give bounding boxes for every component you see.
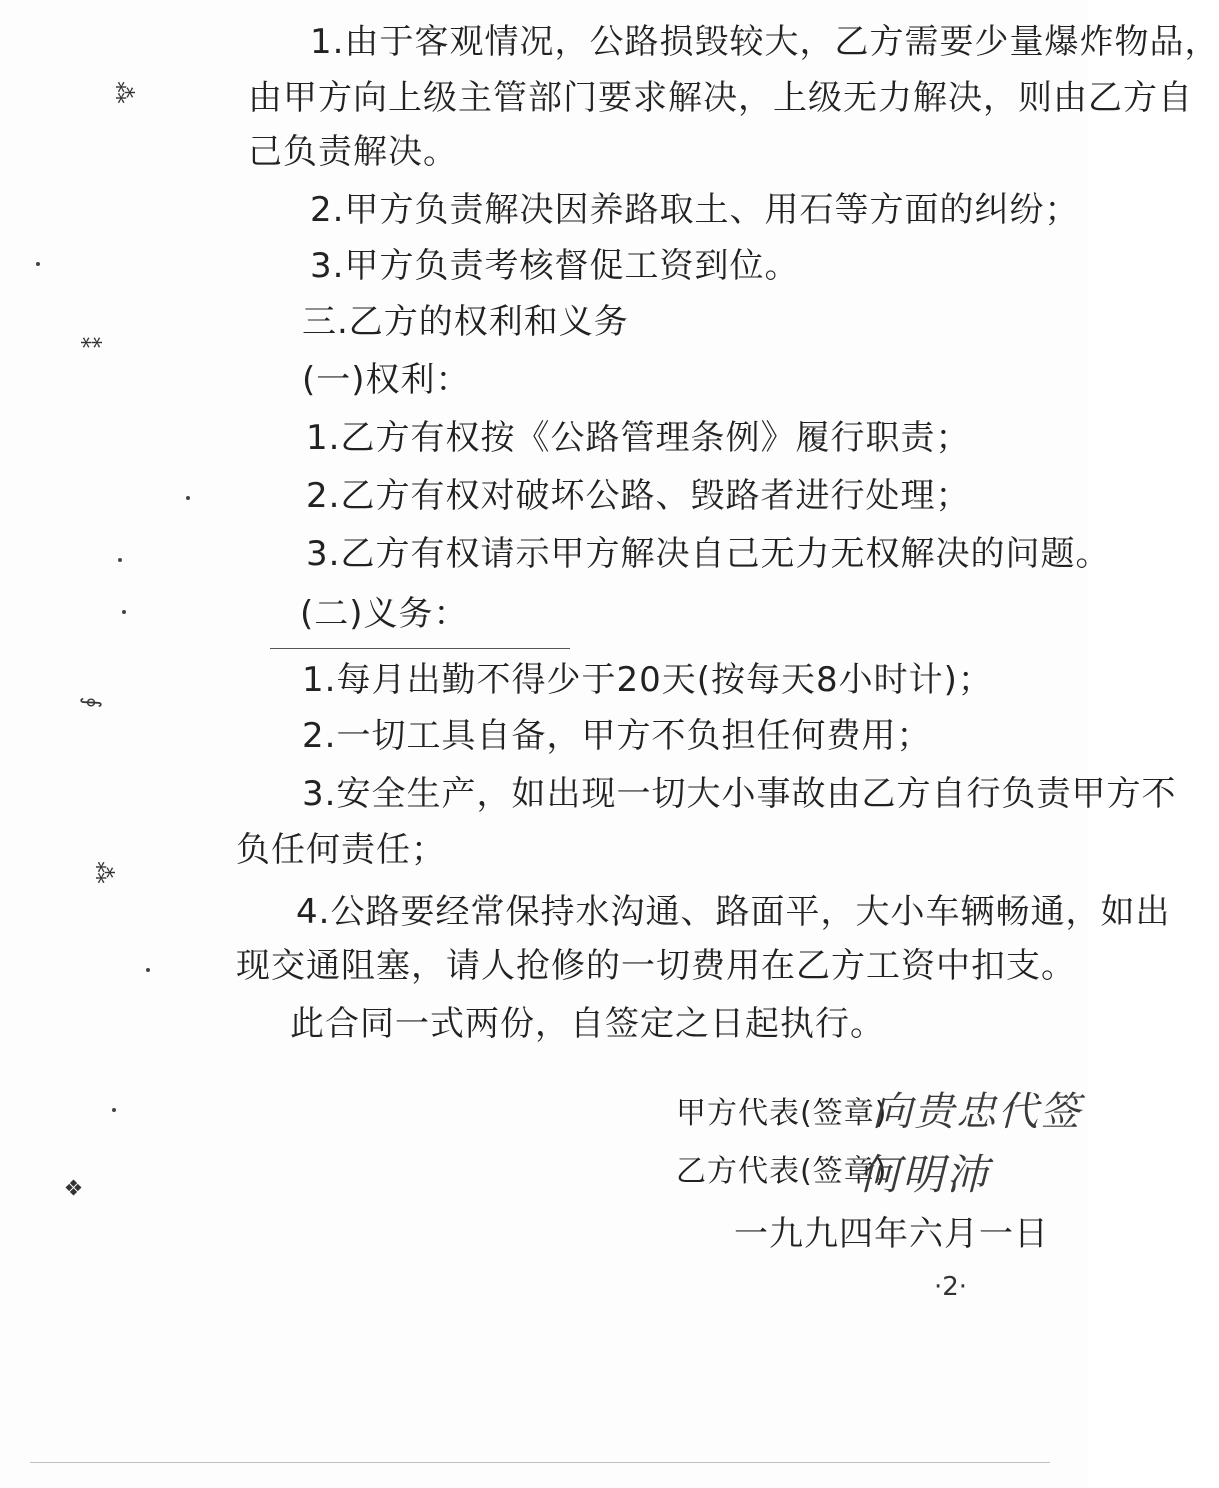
party-a-signature: 向贵忠代签 <box>872 1089 1082 1135</box>
clause-b-duty-4-line-1: 4.公路要经常保持水沟通、路面平，大小车辆畅通，如出 <box>296 892 1171 932</box>
contract-date: 一九九四年六月一日 <box>734 1214 1049 1254</box>
scan-speck <box>146 968 150 972</box>
clause-b-duty-1: 1.每月出勤不得少于20天(按每天8小时计)； <box>302 660 993 700</box>
page-number: ·2· <box>934 1272 968 1302</box>
scan-speck <box>36 262 40 266</box>
binding-mark-icon: ∮ <box>79 696 105 709</box>
closing-statement: 此合同一式两份，自签定之日起执行。 <box>290 1004 885 1044</box>
clause-b-right-2: 2.乙方有权对破坏公路、毁路者进行处理； <box>306 476 971 516</box>
clause-b-duty-4-line-2: 现交通阻塞，请人抢修的一切费用在乙方工资中扣支。 <box>236 946 1076 986</box>
clause-b-duty-3-line-1: 3.安全生产，如出现一切大小事故由乙方自行负责甲方不 <box>302 774 1177 814</box>
clause-a3: 3.甲方负责考核督促工资到位。 <box>310 246 800 286</box>
scan-edge-line <box>30 1462 1050 1463</box>
scan-speck <box>112 1108 116 1112</box>
scan-speck <box>186 496 190 500</box>
divider-rule <box>270 648 570 649</box>
clause-b-duty-3-line-2: 负任何责任； <box>236 830 446 870</box>
scan-speck <box>122 610 126 614</box>
party-b-signature: 何明沛 <box>858 1150 991 1199</box>
party-b-label: 乙方代表(签章) <box>676 1154 888 1189</box>
subheading-duties: (二)义务： <box>300 594 469 634</box>
clause-a1-line-2: 由甲方向上级主管部门要求解决，上级无力解决，则由乙方自 <box>248 78 1193 118</box>
section-heading-party-b: 三.乙方的权利和义务 <box>302 302 629 342</box>
binding-mark-icon: ⁂ <box>110 81 136 104</box>
binding-mark-icon: ⁂ <box>90 861 116 884</box>
binding-mark-icon: ⁑ <box>75 337 100 348</box>
clause-a1-line-1: 1.由于客观情况，公路损毁较大，乙方需要少量爆炸物品， <box>310 22 1219 62</box>
party-a-label: 甲方代表(签章) <box>676 1096 888 1131</box>
binding-mark-icon: ❖ <box>59 1177 85 1198</box>
clause-a1-line-3: 己负责解决。 <box>248 132 458 172</box>
subheading-rights: (一)权利： <box>302 360 471 400</box>
clause-b-right-3: 3.乙方有权请示甲方解决自己无力无权解决的问题。 <box>306 534 1111 574</box>
scan-speck <box>118 558 122 562</box>
clause-b-duty-2: 2.一切工具自备，甲方不负担任何费用； <box>302 716 932 756</box>
clause-a2: 2.甲方负责解决因养路取土、用石等方面的纠纷； <box>310 190 1080 230</box>
clause-b-right-1: 1.乙方有权按《公路管理条例》履行职责； <box>306 418 971 458</box>
